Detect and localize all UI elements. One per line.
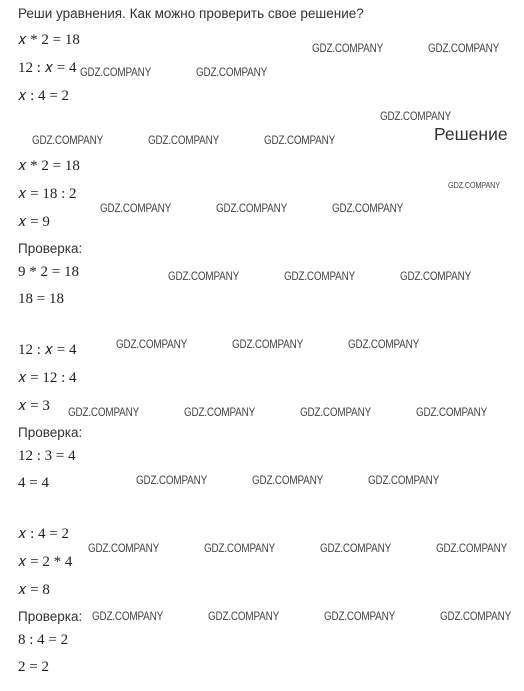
watermark: GDZ.COMPANY (368, 475, 440, 487)
watermark: GDZ.COMPANY (88, 543, 160, 555)
watermark: GDZ.COMPANY (100, 203, 172, 215)
solution-3-step-3: 𝑥 = 8 (18, 582, 50, 598)
solution-3-step-2: 𝑥 = 2 * 4 (18, 554, 73, 570)
watermark: GDZ.COMPANY (284, 271, 356, 283)
watermark: GDZ.COMPANY (68, 407, 140, 419)
solution-3-check-label: Проверка: (18, 609, 83, 624)
solution-2-check-1: 12 : 3 = 4 (18, 448, 76, 464)
watermark: GDZ.COMPANY (252, 475, 324, 487)
solution-2-check-2: 4 = 4 (18, 475, 49, 491)
watermark: GDZ.COMPANY (116, 339, 188, 351)
watermark: GDZ.COMPANY (320, 543, 392, 555)
solution-1-step-3: 𝑥 = 9 (18, 214, 50, 230)
task-equation-1: 𝑥 * 2 = 18 (18, 32, 80, 48)
watermark: GDZ.COMPANY (300, 407, 372, 419)
solution-2-step-1: 12 : 𝑥 = 4 (18, 342, 77, 358)
solution-3-step-1: 𝑥 : 4 = 2 (18, 526, 69, 542)
task-equation-2: 12 : 𝑥 = 4 (18, 60, 77, 76)
watermark: GDZ.COMPANY (264, 135, 336, 147)
watermark: GDZ.COMPANY (332, 203, 404, 215)
watermark: GDZ.COMPANY (168, 271, 240, 283)
solution-3-check-2: 2 = 2 (18, 659, 49, 675)
solution-2-check-label: Проверка: (18, 425, 83, 440)
watermark: GDZ.COMPANY (416, 407, 488, 419)
watermark: GDZ.COMPANY (80, 67, 152, 79)
watermark: GDZ.COMPANY (312, 43, 384, 55)
task-equation-3: 𝑥 : 4 = 2 (18, 88, 69, 104)
task-prompt: Реши уравнения. Как можно проверить свое решение? (18, 6, 364, 21)
solution-1-check-2: 18 = 18 (18, 291, 64, 307)
watermark: GDZ.COMPANY (400, 271, 472, 283)
watermark: GDZ.COMPANY (92, 611, 164, 623)
watermark: GDZ.COMPANY (136, 475, 208, 487)
solution-1-check-label: Проверка: (18, 241, 83, 256)
watermark: GDZ.COMPANY (208, 611, 280, 623)
watermark: GDZ.COMPANY (148, 135, 220, 147)
solution-3-check-1: 8 : 4 = 2 (18, 632, 69, 648)
solution-1-step-2: 𝑥 = 18 : 2 (18, 186, 77, 202)
watermark: GDZ.COMPANY (216, 203, 288, 215)
solution-1-step-1: 𝑥 * 2 = 18 (18, 158, 80, 174)
watermark: GDZ.COMPANY (440, 611, 512, 623)
solution-heading: Решение (434, 124, 508, 144)
watermark: GDZ.COMPANY (448, 180, 500, 190)
watermark: GDZ.COMPANY (232, 339, 304, 351)
watermark: GDZ.COMPANY (204, 543, 276, 555)
watermark: GDZ.COMPANY (348, 339, 420, 351)
solution-1-check-1: 9 * 2 = 18 (18, 264, 79, 280)
solution-2-step-3: 𝑥 = 3 (18, 398, 50, 414)
watermark: GDZ.COMPANY (428, 43, 500, 55)
watermark: GDZ.COMPANY (184, 407, 256, 419)
solution-2-step-2: 𝑥 = 12 : 4 (18, 370, 77, 386)
watermark: GDZ.COMPANY (436, 543, 508, 555)
watermark: GDZ.COMPANY (380, 111, 452, 123)
watermark: GDZ.COMPANY (324, 611, 396, 623)
watermark: GDZ.COMPANY (32, 135, 104, 147)
watermark: GDZ.COMPANY (196, 67, 268, 79)
